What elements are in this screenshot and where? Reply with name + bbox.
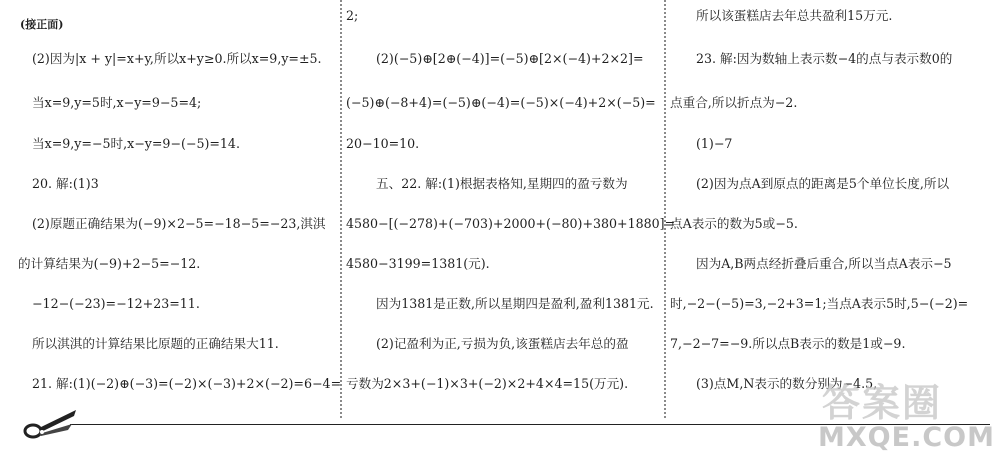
text-line: 21. 解:(1)(−2)⊕(−3)=(−2)×(−3)+2×(−2)=6−4= bbox=[32, 376, 342, 391]
answer-column-2 bbox=[346, 0, 676, 420]
text-line: 亏数为2×3+(−1)×3+(−2)×2+4×4=15(万元). bbox=[346, 376, 629, 391]
text-line: 4580−3199=1381(元). bbox=[346, 256, 490, 271]
continued-header: (接正面) bbox=[20, 18, 64, 31]
text-line: 所以淇淇的计算结果比原题的正确结果大11. bbox=[32, 336, 279, 351]
text-line: 当x=9,y=−5时,x−y=9−(−5)=14. bbox=[32, 136, 240, 151]
text-line: 当x=9,y=5时,x−y=9−5=4; bbox=[32, 95, 202, 110]
text-line: 2; bbox=[346, 8, 359, 23]
text-line: 点A表示的数为5或−5. bbox=[670, 216, 798, 231]
answer-column-1 bbox=[18, 0, 342, 420]
text-line: 所以该蛋糕店去年总共盈利15万元. bbox=[696, 8, 893, 23]
text-line: (2)因为|x + y|=x+y,所以x+y≥0.所以x=9,y=±5. bbox=[32, 51, 322, 66]
text-line: 五、22. 解:(1)根据表格知,星期四的盈亏数为 bbox=[376, 176, 628, 191]
text-line: 23. 解:因为数轴上表示数−4的点与表示数0的 bbox=[696, 51, 953, 66]
text-line: 的计算结果为(−9)+2−5=−12. bbox=[18, 256, 201, 271]
text-line: 点重合,所以折点为−2. bbox=[670, 95, 798, 110]
text-line: 7,−2−7=−9.所以点B表示的数是1或−9. bbox=[670, 336, 906, 351]
answer-column-3 bbox=[670, 0, 982, 420]
text-line: 20. 解:(1)3 bbox=[32, 176, 99, 191]
text-line: 因为A,B两点经折叠后重合,所以当点A表示−5 bbox=[696, 256, 952, 271]
text-line: 20−10=10. bbox=[346, 136, 420, 151]
text-line: (2)记盈利为正,亏损为负,该蛋糕店去年总的盈 bbox=[376, 336, 629, 351]
text-line: (1)−7 bbox=[696, 136, 733, 151]
text-line: (2)因为点A到原点的距离是5个单位长度,所以 bbox=[696, 176, 950, 191]
scissors-icon bbox=[22, 404, 78, 444]
cut-line bbox=[70, 424, 990, 425]
text-line: (2)(−5)⊕[2⊕(−4)]=(−5)⊕[2×(−4)+2×2]= bbox=[376, 51, 644, 66]
text-line: 4580−[(−278)+(−703)+2000+(−80)+380+1880]= bbox=[346, 216, 676, 231]
column-divider bbox=[664, 0, 666, 418]
text-line: (3)点M,N表示的数分别为−4.5, bbox=[696, 376, 878, 391]
text-line: 因为1381是正数,所以星期四是盈利,盈利1381元. bbox=[376, 296, 654, 311]
text-line: 时,−2−(−5)=3,−2+3=1;当点A表示5时,5−(−2)= bbox=[670, 296, 969, 311]
text-line: (2)原题正确结果为(−9)×2−5=−18−5=−23,淇淇 bbox=[32, 216, 326, 231]
text-line: −12−(−23)=−12+23=11. bbox=[32, 296, 200, 311]
column-divider bbox=[340, 0, 342, 418]
text-line: (−5)⊕(−8+4)=(−5)⊕(−4)=(−5)×(−4)+2×(−5)= bbox=[346, 95, 656, 110]
watermark-url: MXQE.COM bbox=[818, 422, 995, 453]
watermark-logo: 答案圈 bbox=[822, 381, 943, 425]
